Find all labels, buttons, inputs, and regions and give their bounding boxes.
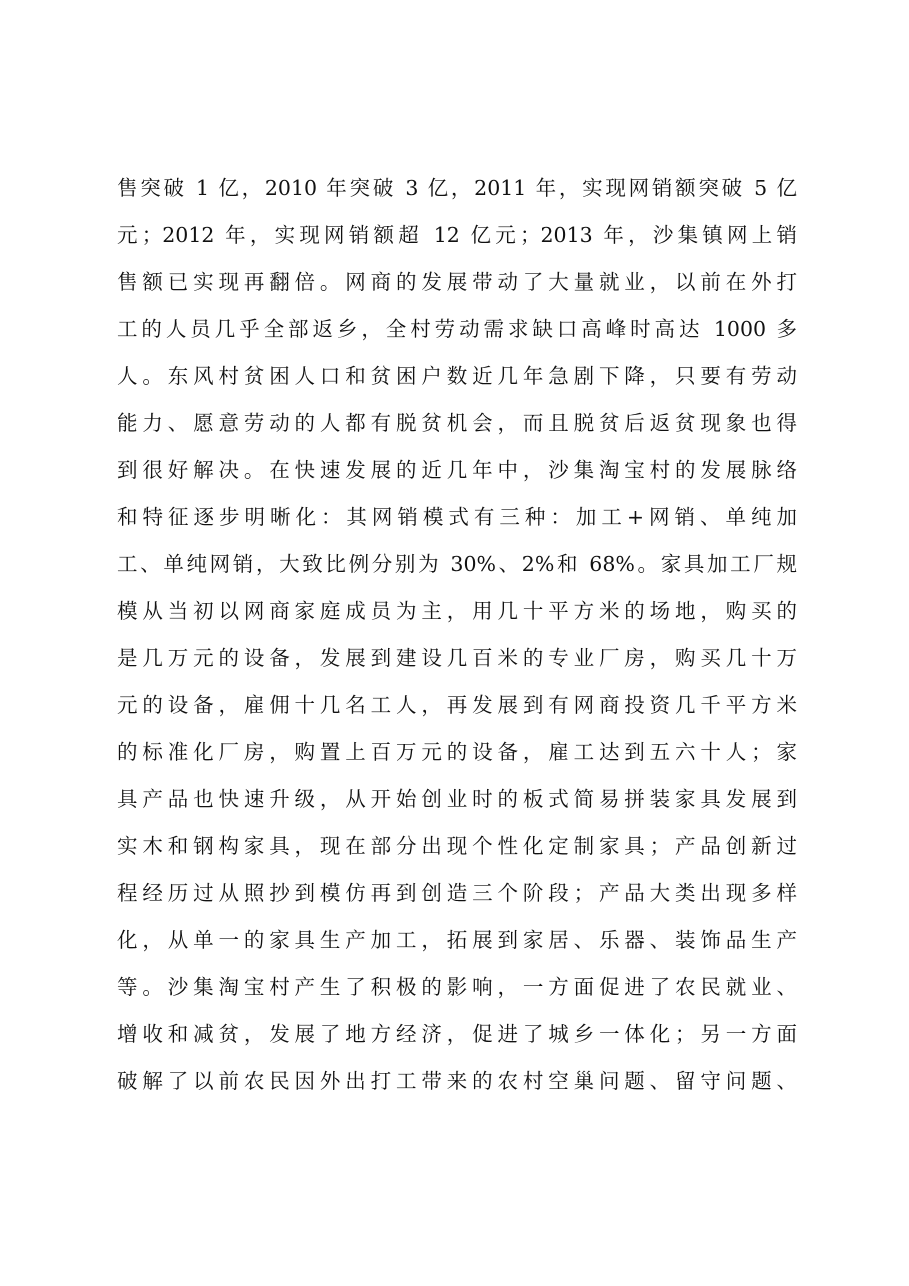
text-line-4: 工的人员几乎全部返乡，全村劳动需求缺口高峰时高达 1000 多: [117, 317, 797, 341]
text-line-14: 具产品也快速升级，从开始创业时的板式简易拼装家具发展到: [117, 787, 797, 811]
text-line-16: 程经历过从照抄到模仿再到创造三个阶段；产品大类出现多样: [117, 881, 797, 905]
text-line-2: 元；2012 年，实现网销额超 12 亿元；2013 年，沙集镇网上销: [117, 223, 797, 247]
text-line-7: 到很好解决。在快速发展的近几年中，沙集淘宝村的发展脉络: [117, 458, 797, 482]
text-line-13: 的标准化厂房，购置上百万元的设备，雇工达到五六十人；家: [117, 740, 797, 764]
text-line-5: 人。东风村贫困人口和贫困户数近几年急剧下降，只要有劳动: [117, 364, 797, 388]
text-line-17: 化，从单一的家具生产加工，拓展到家居、乐器、装饰品生产: [117, 928, 797, 952]
text-line-18: 等。沙集淘宝村产生了积极的影响，一方面促进了农民就业、: [117, 975, 797, 999]
text-line-11: 是几万元的设备，发展到建设几百米的专业厂房，购买几十万: [117, 646, 797, 670]
text-line-9: 工、单纯网销，大致比例分别为 30%、2%和 68%。家具加工厂规: [117, 552, 797, 576]
text-line-12: 元的设备，雇佣十几名工人，再发展到有网商投资几千平方米: [117, 693, 797, 717]
body-paragraph: [117, 165, 797, 1105]
text-line-1: 售突破 1 亿，2010 年突破 3 亿，2011 年，实现网销额突破 5 亿: [117, 176, 797, 200]
text-line-8: 和特征逐步明晰化：其网销模式有三种：加工+网销、单纯加: [117, 505, 797, 529]
text-line-15: 实木和钢构家具，现在部分出现个性化定制家具；产品创新过: [117, 834, 797, 858]
text-line-20: 破解了以前农民因外出打工带来的农村空巢问题、留守问题、: [117, 1069, 797, 1093]
text-line-3: 售额已实现再翻倍。网商的发展带动了大量就业，以前在外打: [117, 270, 797, 294]
text-line-10: 模从当初以网商家庭成员为主，用几十平方米的场地，购买的: [117, 599, 797, 623]
text-line-19: 增收和减贫，发展了地方经济，促进了城乡一体化；另一方面: [117, 1022, 797, 1046]
text-line-6: 能力、愿意劳动的人都有脱贫机会，而且脱贫后返贫现象也得: [117, 411, 797, 435]
